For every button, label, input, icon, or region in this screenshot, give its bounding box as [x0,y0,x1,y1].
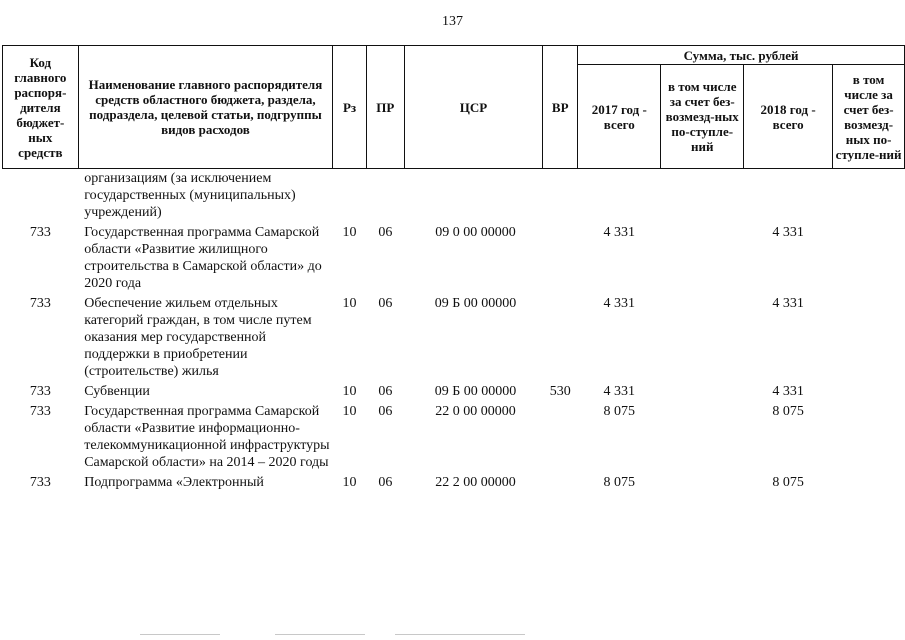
cell-pr: 06 [378,404,393,419]
cell-2017-total: 8 075 [603,404,636,419]
header-code: Код главного распоря-дителя бюджет-ных средств [3,46,79,169]
scan-artifact-line [275,634,365,635]
cell-2018-free [833,169,905,225]
table-row [3,169,905,225]
cell-csr: 22 0 00 00000 [435,404,516,419]
header-name: Наименование главного распорядителя средств областного бюджета, раздела, подраздела, целевой статьи, подгруппы видов расходов [78,46,332,169]
cell-2018-total: 4 331 [772,225,804,240]
cell-2018-free [833,383,905,403]
cell-2018-total: 4 331 [772,384,804,399]
cell-pr: 06 [378,296,393,311]
cell-code: 733 [29,404,51,419]
cell-2018-free [833,224,905,295]
cell-vr [543,403,578,474]
cell-2018-total: 4 331 [772,296,804,311]
cell-2018-free [833,295,905,383]
cell-2018-free [833,474,905,494]
cell-rz: 10 [342,384,357,399]
cell-vr [543,169,578,225]
cell-name: Обеспечение жильем отдельных категорий граждан, в том числе путем оказания мер государственной поддержки в приобретении (строительстве) жилья [84,296,312,379]
cell-2017-free [661,295,744,383]
header-2017-total: 2017 год - всего [578,65,661,169]
page-number: 137 [442,14,463,29]
scan-artifact-line [395,634,525,635]
cell-code: 733 [29,475,51,490]
cell-name: Государственная программа Самарской области «Развитие жилищного строительства в Самарской области» до 2020 года [84,225,322,291]
header-2018-total: 2018 год - всего [744,65,833,169]
cell-2018-total: 8 075 [772,475,804,490]
table-row [3,403,905,474]
cell-pr: 06 [378,384,393,399]
cell-2017-free [661,224,744,295]
cell-rz: 10 [342,404,357,419]
cell-csr [404,169,543,225]
cell-code: 733 [29,225,51,240]
header-2018-free: в том числе за счет без-возмезд-ных по-ступле-ний [833,65,905,169]
table-header [3,46,905,169]
cell-2017-total: 4 331 [603,384,636,399]
cell-name: организациям (за исключением государственных (муниципальных) учреждений) [84,171,296,220]
cell-csr: 09 0 00 00000 [435,225,516,240]
cell-2017-free [661,169,744,225]
cell-vr [543,295,578,383]
cell-rz: 10 [342,225,357,240]
table-row [3,474,905,494]
header-2017-free: в том числе за счет без-возмезд-ных по-ступле-ний [661,65,744,169]
cell-vr: 530 [549,384,571,399]
table-row [3,383,905,403]
cell-name: Подпрограмма «Электронный [84,475,264,490]
header-sum: Сумма, тыс. рублей [578,46,905,65]
cell-rz: 10 [342,475,357,490]
cell-pr: 06 [378,475,393,490]
budget-table [2,45,905,494]
cell-pr: 06 [378,225,393,240]
cell-2018-free [833,403,905,474]
table-body [3,169,905,495]
cell-code: 733 [29,384,51,399]
cell-2018-total [744,169,833,225]
cell-csr: 22 2 00 00000 [435,475,516,490]
cell-name: Субвенции [84,384,150,399]
cell-csr: 09 Б 00 00000 [434,384,517,399]
cell-2017-total [578,169,661,225]
cell-2017-total: 4 331 [603,225,636,240]
header-rz: Рз [333,46,367,169]
cell-vr [543,474,578,494]
cell-2017-free [661,474,744,494]
header-vr: ВР [543,46,578,169]
header-pr: ПР [366,46,404,169]
table-row [3,224,905,295]
scan-artifact-line [140,634,220,635]
cell-code: 733 [29,296,51,311]
header-csr: ЦСР [404,46,543,169]
cell-csr: 09 Б 00 00000 [434,296,517,311]
table-row [3,295,905,383]
cell-2018-total: 8 075 [772,404,804,419]
cell-2017-free [661,403,744,474]
cell-vr [543,224,578,295]
cell-2017-total: 8 075 [603,475,636,490]
cell-2017-free [661,383,744,403]
cell-name: Государственная программа Самарской области «Развитие информационно-телекоммуникационной инфраструктуры Самарской области» на 2014 – 2020 годы [84,404,330,470]
cell-rz: 10 [342,296,357,311]
cell-code [3,169,79,225]
cell-2017-total: 4 331 [603,296,636,311]
cell-pr [366,169,404,225]
cell-rz [333,169,367,225]
